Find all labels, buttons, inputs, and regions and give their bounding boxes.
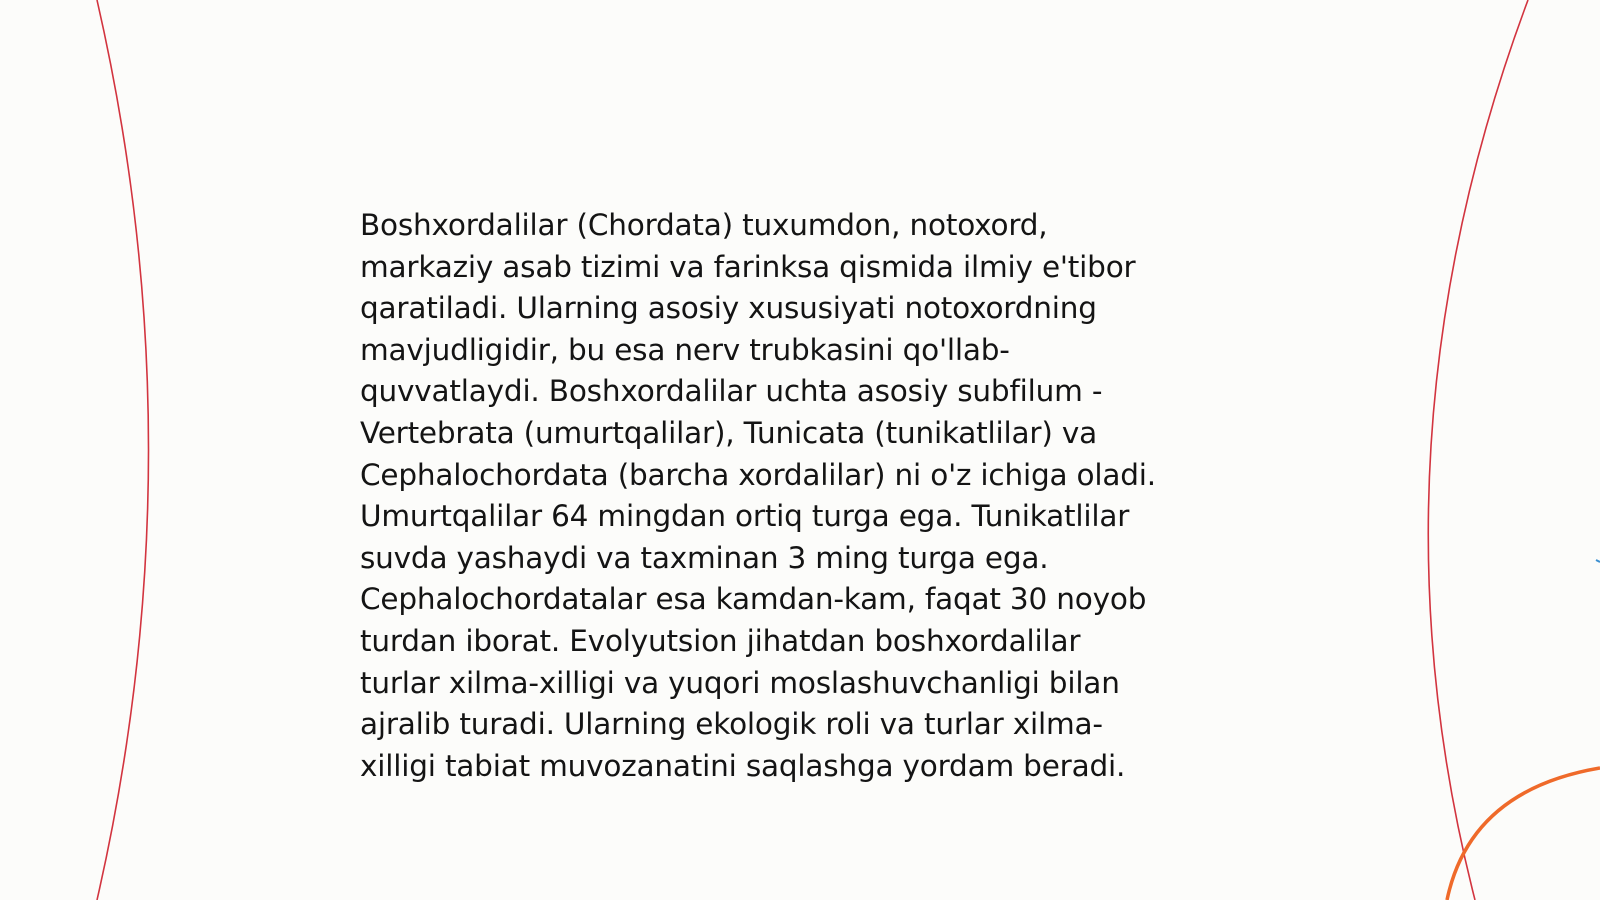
paragraph-line: markaziy asab tizimi va farinksa qismida ilmiy e'tibor [360,249,1136,284]
paragraph-line: ajralib turadi. Ularning ekologik roli va turlar xilma- [360,707,1103,742]
body-paragraph [360,205,1260,787]
paragraph-line: Vertebrata (umurtqalilar), Tunicata (tunikatlilar) va [360,415,1097,450]
blue-mark [1596,560,1600,562]
paragraph-line: turdan iborat. Evolyutsion jihatdan boshxordalilar [360,623,1081,658]
paragraph-line: turlar xilma-xilligi va yuqori moslashuvchanligi bilan [360,665,1120,700]
paragraph-line: Cephalochordatalar esa kamdan-kam, faqat 30 noyob [360,582,1147,617]
paragraph-line: qaratiladi. Ularning asosiy xususiyati notoxordning [360,291,1097,326]
paragraph-line: Umurtqalilar 64 mingdan ortiq turga ega. Tunikatlilar [360,499,1130,534]
paragraph-line: xilligi tabiat muvozanatini saqlashga yordam beradi. [360,748,1126,783]
paragraph-line: quvvatlaydi. Boshxordalilar uchta asosiy subfilum - [360,374,1103,409]
paragraph-line: Cephalochordata (barcha xordalilar) ni o'z ichiga oladi. [360,457,1156,492]
paragraph-line: Boshxordalilar (Chordata) tuxumdon, notoxord, [360,208,1048,242]
left-curve-line [97,0,149,900]
paragraph-line: mavjudligidir, bu esa nerv trubkasini qo'llab- [360,332,1010,367]
paragraph-line: suvda yashaydi va taxminan 3 ming turga ega. [360,540,1049,575]
right-curve-line [1428,0,1528,900]
